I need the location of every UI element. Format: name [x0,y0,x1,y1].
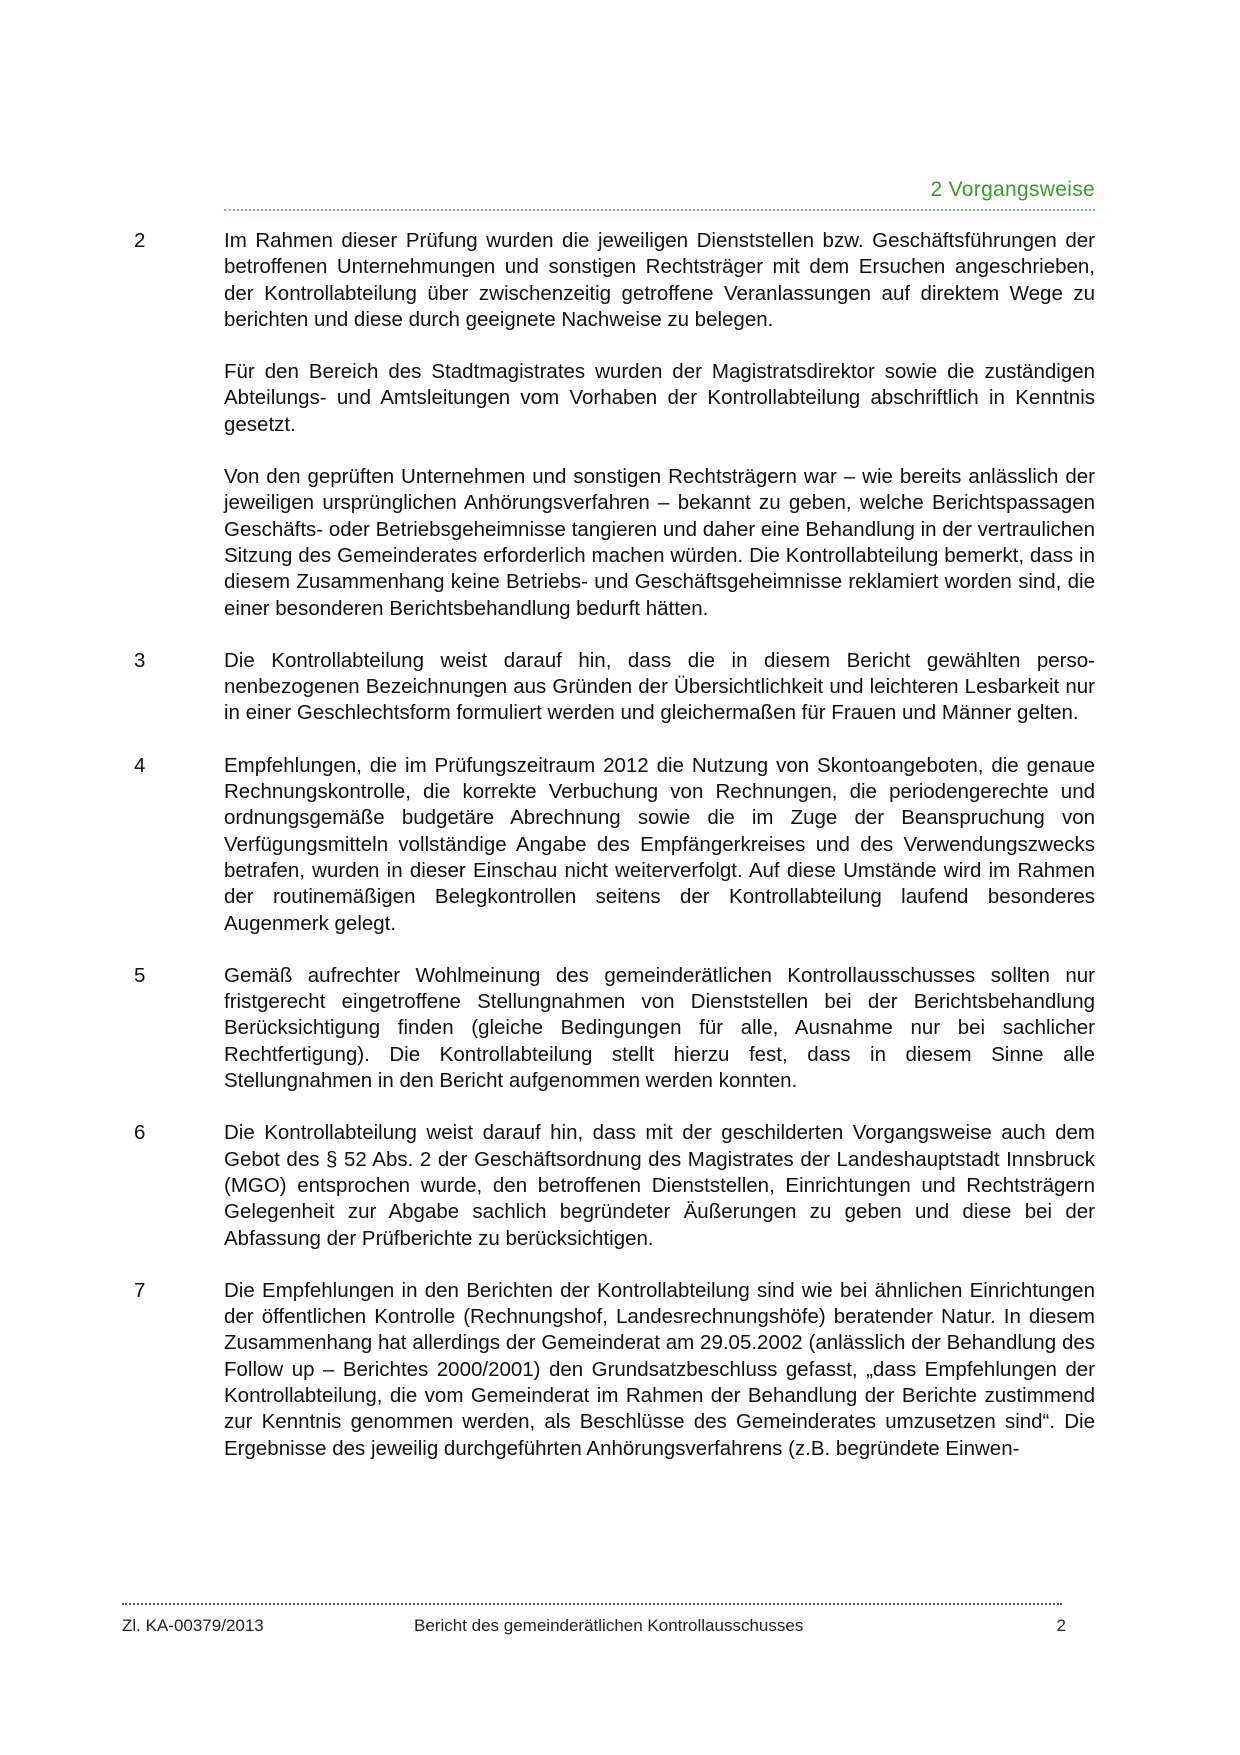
paragraph: Die Empfehlungen in den Berichten der Kontrollabteilung sind wie bei ähnlichen Einrichtungen der öffentlichen Kontrolle (Rechnungshof, Landesrechnungshöfe) beratender Natur. In diesem Zusammenhang hat allerdings der Gemeinderat am 29.05.2002 (anlässlich der Behandlung des Follow up – Berichtes 2000/2001) den Grundsatzbeschluss gefasst, „dass Empfehlungen der Kontrollabteilung, die vom Gemeinderat im Rahmen der Behandlung der Berichte zustimmend zur Kenntnis genommen werden, als Beschlüsse des Gemeinderates umzusetzen sind“. Die Ergebnisse des jeweilig durchgeführten Anhörungsverfahrens (z.B. begründete Einwen- [224,1278,1095,1460]
item-text [224,1120,1095,1251]
item-number: 2 [134,229,146,252]
item-text [224,963,1095,1094]
footer-report-title: Bericht des gemeinderätlichen Kontrollausschusses [414,1616,804,1635]
page-footer [122,1616,1066,1640]
item-text [224,1278,1095,1462]
numbered-item-5 [0,963,1240,1094]
numbered-item-4 [0,753,1240,937]
item-text [224,753,1095,937]
header-divider [224,209,1095,211]
item-text [224,648,1095,727]
paragraph: Empfehlungen, die im Prüfungszeitraum 2012 die Nutzung von Skontoangeboten, die genaue Rechnungskontrolle, die korrekte Verbuchung von Rechnungen, die periodengerechte und ordnungsgemäße budgetäre Abrechnung sowie die im Zuge der Beanspruchung von Verfügungsmitteln vollständige Angabe des Empfängerkreises und des Verwendungszwecks betrafen, wurden in dieser Einschau nicht weiterverfolgt. Auf diese Umstände wird im Rahmen der routinemäßigen Belegkontrollen seitens der Kontrollabteilung laufend besonderes Augenmerk gelegt. [224,753,1095,935]
item-number: 4 [134,753,146,777]
paragraph: Die Kontrollabteilung weist darauf hin, dass mit der geschilderten Vorgangsweise auch dem Gebot des § 52 Abs. 2 der Geschäftsordnung des Magistrates der Landeshauptstadt Innsbruck (MGO) entsprochen wurde, den betroffenen Dienststellen, Einrichtungen und Rechtsträgern Gelegenheit zur Abgabe sachlich begründeter Äußerungen zu geben und diese bei der Abfassung der Prüfberichte zu berücksichtigen. [224,1121,1095,1250]
footer-reference: Zl. KA-00379/2013 [122,1616,264,1635]
section-title: 2 Vorgangsweise [930,178,1095,201]
footer-divider [122,1603,1062,1605]
document-body [0,228,1240,1488]
item-number: 6 [134,1121,146,1145]
numbered-item-2 [0,228,1240,622]
numbered-item-7 [0,1278,1240,1462]
paragraph: Die Kontrollabteilung weist darauf hin, dass die in diesem Bericht gewählten personenbezogenen Bezeichnungen aus Gründen der Übersichtlichkeit und leichteren Lesbarkeit nur in einer Geschlechtsform formuliert werden und gleichermaßen für Frauen und Männer gelten. [224,648,1095,725]
numbered-item-6 [0,1120,1240,1251]
paragraph: Von den geprüften Unternehmen und sonstigen Rechtsträgern war – wie bereits anlässlich der jeweiligen ursprünglichen Anhörungsverfahren – bekannt zu geben, welche Berichtspassagen Geschäfts- oder Betriebsgeheimnisse tangieren und daher eine Behandlung in der vertraulichen Sitzung des Gemeinderates erforderlich machen würden. Die Kontrollabteilung bemerkt, dass in diesem Zusammenhang keine Betriebs- und Geschäftsgeheimnisse reklamiert worden sind, die einer besonderen Berichtsbehandlung bedurft hätten. [224,465,1095,620]
paragraph: Im Rahmen dieser Prüfung wurden die jeweiligen Dienststellen bzw. Geschäftsführungen der betroffenen Unternehmungen und sonstigen Rechtsträger mit dem Ersuchen angeschrieben, der Kontrollabteilung über zwischenzeitig getroffene Veranlassungen auf direktem Wege zu berichten und diese durch geeignete Nachweise zu belegen. [224,229,1095,331]
item-text [224,228,1095,622]
item-number: 5 [134,963,146,987]
item-number: 3 [134,648,146,672]
paragraph: Für den Bereich des Stadtmagistrates wurden der Magistratsdirektor sowie die zuständigen Abteilungs- und Amtsleitungen vom Vorhaben der Kontrollabteilung abschriftlich in Kenntnis gesetzt. [224,360,1095,436]
paragraph: Gemäß aufrechter Wohlmeinung des gemeinderätlichen Kontrollausschusses sollten nur fristgerecht eingetroffene Stellungnahmen von Dienststellen bei der Berichtsbehandlung Berücksichtigung finden (gleiche Bedingungen für alle, Ausnahme nur bei sachlicher Rechtfertigung). Die Kontrollabteilung stellt hierzu fest, dass in diesem Sinne alle Stellungnahmen in den Bericht aufgenommen werden konnten. [224,963,1095,1093]
item-number: 7 [134,1278,146,1302]
numbered-item-3 [0,648,1240,727]
page-number: 2 [1056,1616,1066,1635]
